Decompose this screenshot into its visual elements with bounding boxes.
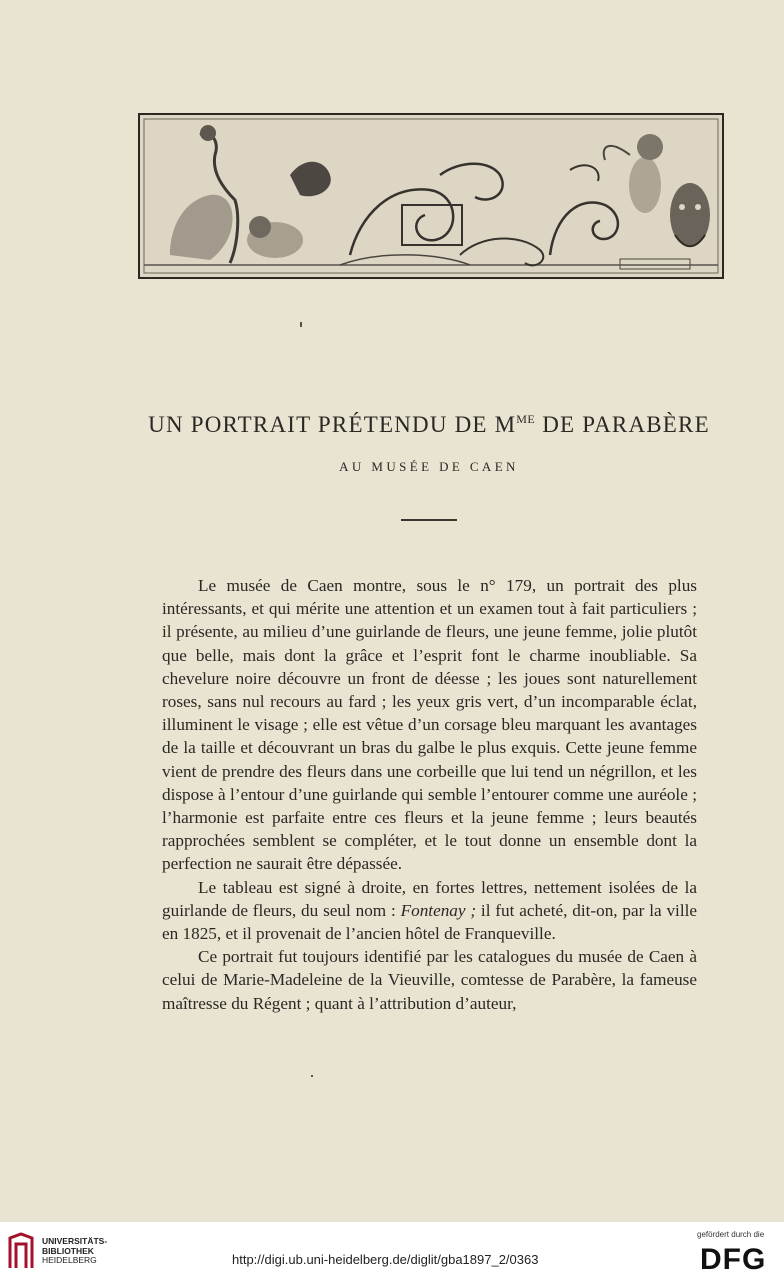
stray-dot (311, 1075, 313, 1077)
stray-ink-mark (300, 322, 302, 327)
university-library-logo-icon (6, 1232, 36, 1270)
ornamental-headpiece (138, 113, 724, 279)
source-url-link[interactable]: http://digi.ub.uni-heidelberg.de/diglit/gba1897_2/0363 (232, 1252, 539, 1267)
dfg-logo: DFG (700, 1243, 767, 1276)
paragraph: Ce portrait fut toujours identifié par les catalogues du musée de Caen à celui de Marie-Madeleine de la Vieuville, comtesse de Parabère, la fameuse maîtresse du Régent ; quant à l’attribution d’auteur, (162, 947, 697, 1013)
title-rule (401, 519, 457, 521)
article-body (162, 574, 697, 1015)
funding-note: gefördert durch die (697, 1230, 765, 1239)
headpiece-engraving (140, 115, 724, 279)
library-name: UNIVERSITÄTS- BIBLIOTHEK HEIDELBERG (42, 1236, 108, 1265)
signature-name: Fontenay ; (400, 900, 477, 920)
digitization-footer (0, 1222, 784, 1278)
paragraph: Le tableau est signé à droite, en fortes lettres, nettement isolées de la guirlande de fleurs, du seul nom : Fontenay ; il fut acheté, dit-on, par la ville en 1825, et il provenait de l’ancien hôtel de Franqueville. (162, 877, 697, 944)
article-title: UN PORTRAIT PRÉTENDU DE $M^{ME}$ DE PARABÈRE (148, 412, 710, 437)
paragraph: Le musée de Caen montre, sous le n° 179, un portrait des plus intéressants, et qui mérite une attention et un examen tout à fait particuliers ; il présente, au milieu d’une guirlande de fleurs, une jeune femme, jolie plutôt que belle, mais dont la grâce et l’esprit font le charme inoubliable. Sa chevelure noire découvre un front de déesse ; les joues sont naturellement roses, sans nul recours au fard ; les yeux gris vert, d’un incomparable éclat, illuminent le visage ; elle est vêtue d’un corsage bleu marquant les avantages de la taille et découvrant un bras du galbe le plus exquis. Cette jeune femme vient de prendre des fleurs dans une corbeille que lui tend un négrillon, et les dispose à l’entour d’une guirlande qui semble l’entourer comme une auréole ; l’harmonie est parfaite entre ces fleurs et la jeune femme ; leurs beautés rapprochées semblent se compléter, et le tout donne un ensemble dont la perfection ne saurait être dépassée. (162, 576, 697, 874)
article-subtitle: AU MUSÉE DE CAEN (339, 459, 519, 474)
